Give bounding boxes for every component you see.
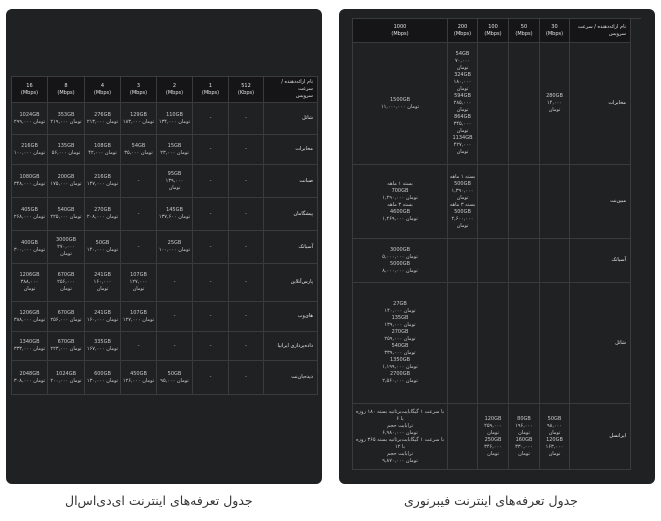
header-cell: 2 (Mbps) (157, 77, 193, 103)
table-cell (509, 165, 540, 239)
table-cell: 540GB ۲۲۵,۰۰۰ تومان (48, 198, 85, 231)
table-cell: 216GB ۱۴۷,۰۰۰ تومان (85, 165, 121, 198)
table-cell: 670GB ۲۲۳,۰۰۰ تومان (48, 332, 85, 361)
table-cell: 27GB ۱۴۰,۰۰۰ تومان 135GB ۱۳۹,۰۰۰ تومان 270GB ۲۵۹,۰۰۰ تومان 540GB ۳۳۹,۰۰۰ تومان 1350GB ۱,۱۹۹,۰۰۰ تومان 2700GB ۲,۵۶۰,۰۰۰ تومان (353, 283, 448, 404)
table-cell: 95GB ۱۳۹,۰۰۰ تومان (157, 165, 193, 198)
adsl-table-caption: جدول تعرفه‌های اینترنت ای‌دی‌اس‌ال (65, 493, 253, 508)
provider-name: داده‌پردازی ایرانیا (264, 332, 318, 361)
provider-header: نام ارائه‌دهنده / سرعت سرویس (570, 19, 631, 43)
table-cell: 54GB ۳۵,۰۰۰ تومان (121, 135, 157, 165)
provider-name: آسیاتک (570, 239, 631, 283)
table-cell: - (121, 332, 157, 361)
table-cell (448, 239, 478, 283)
provider-name: ایرانسل (570, 404, 631, 470)
table-cell: 3000GB ۲۷۰,۰۰۰ تومان (48, 231, 85, 264)
table-cell: 1024GB ۲۰۰,۰۰۰ تومان (48, 361, 85, 395)
provider-name: دیده‌بان‌نت (264, 361, 318, 395)
fiber-tariff-table (352, 18, 641, 470)
table-cell (540, 165, 570, 239)
table-cell: 400GB ۳۰۰,۰۰۰ تومان (12, 231, 48, 264)
table-cell: - (157, 332, 193, 361)
table-cell: - (157, 302, 193, 332)
table-cell (478, 165, 509, 239)
table-cell: 270GB ۲۰۸,۰۰۰ تومان (85, 198, 121, 231)
fiber-table-caption: جدول تعرفه‌های اینترنت فیبرنوری (404, 493, 578, 508)
fiber-tariff-panel (339, 9, 655, 484)
table-cell: - (193, 302, 229, 332)
table-cell (540, 283, 570, 404)
provider-name: مخابرات (264, 135, 318, 165)
table-cell: - (229, 103, 264, 135)
table-cell: - (229, 332, 264, 361)
table-cell: 54GB ۷۰,۰۰۰ تومان 324GB ۱۸۰,۰۰۰ تومان 594GB ۲۸۵,۰۰۰ تومان 864GB ۳۴۵,۰۰۰ تومان 1134GB ۴۲۷,۰۰۰ تومان (448, 43, 478, 165)
table-cell: 129GB ۱۸۳,۰۰۰ تومان (121, 103, 157, 135)
table-cell: 120GB ۲۵۹,۰۰۰ تومان 250GB ۳۴۶,۰۰۰ تومان (478, 404, 509, 470)
table-cell: بسته ۱ ماهه 700GB ۱,۲۹۰,۰۰۰ تومان بسته ۳ ماهه 4600GB ۱,۲۶۹,۰۰۰ تومان (353, 165, 448, 239)
table-cell: 108GB ۴۲,۰۰۰ تومان (85, 135, 121, 165)
table-cell: 1340GB ۳۳۳,۰۰۰ تومان (12, 332, 48, 361)
table-cell: 670GB ۲۵۶,۰۰۰ تومان (48, 302, 85, 332)
table-cell: 1206GB ۳۸۸,۰۰۰ تومان (12, 264, 48, 302)
table-cell: - (229, 198, 264, 231)
table-cell (509, 283, 540, 404)
header-cell: 30 (Mbps) (540, 19, 570, 43)
adsl-tariff-panel (6, 9, 322, 484)
provider-name: های‌وب (264, 302, 318, 332)
table-cell: - (193, 165, 229, 198)
provider-name: مبین‌نت (570, 165, 631, 239)
table-cell: 200GB ۱۷۵,۰۰۰ تومان (48, 165, 85, 198)
table-cell: 107GB ۱۲۷,۰۰۰ تومان (121, 264, 157, 302)
table-cell: - (193, 135, 229, 165)
table-cell: 145GB ۱۳۷,۶۰۰ تومان (157, 198, 193, 231)
table-cell: 1080GB ۳۴۸,۰۰۰ تومان (12, 165, 48, 198)
table-cell: 670GB ۲۵۶,۰۰۰ تومان (48, 264, 85, 302)
table-cell (540, 239, 570, 283)
table-cell (478, 283, 509, 404)
table-cell: 450GB ۱۲۶,۰۰۰ تومان (121, 361, 157, 395)
table-cell: - (193, 264, 229, 302)
header-cell: 1000 (Mbps) (353, 19, 448, 43)
table-cell: 1024GB ۲۹۹,۰۰۰ تومان (12, 103, 48, 135)
table-cell: 241GB ۱۶۰,۰۰۰ تومان (85, 302, 121, 332)
table-cell: 335GB ۱۶۷,۰۰۰ تومان (85, 332, 121, 361)
header-cell: 100 (Mbps) (478, 19, 509, 43)
table-cell (478, 43, 509, 165)
table-cell: 50GB ۱۴۰,۰۰۰ تومان (85, 231, 121, 264)
provider-name: مخابرات (570, 43, 631, 165)
table-cell: 276GB ۲۱۳,۰۰۰ تومان (85, 103, 121, 135)
table-cell (509, 239, 540, 283)
provider-name: پارس‌آنلاین (264, 264, 318, 302)
header-cell: 1 (Mbps) (193, 77, 229, 103)
table-cell: - (193, 361, 229, 395)
provider-name: پیشگامان (264, 198, 318, 231)
provider-header: نام ارائه‌دهنده / سرعت سرویس (264, 77, 318, 103)
table-cell: 110GB ۱۳۴,۰۰۰ تومان (157, 103, 193, 135)
header-cell: 3 (Mbps) (121, 77, 157, 103)
table-cell (478, 239, 509, 283)
table-cell: - (193, 231, 229, 264)
table-cell: - (121, 231, 157, 264)
table-cell: بسته ۱ ماهه 500GB ۱,۳۹۰,۰۰۰ تومان بسته ۳ ماهه 500GB ۲,۶۰۰,۰۰۰ تومان (448, 165, 478, 239)
table-cell: 50GB ۹۸,۰۰۰ تومان 120GB ۱۶۳,۰۰۰ تومان (540, 404, 570, 470)
provider-name: صبانت (264, 165, 318, 198)
table-cell: 600GB ۱۳۰,۰۰۰ تومان (85, 361, 121, 395)
table-cell: - (229, 264, 264, 302)
table-cell: با سرعت ۱ گیگابایت‌برثانیه بسته ۱۸۰ روزه با ۶ ترابایت حجم ۶,۹۸۰,۰۰۰ تومان با سرعت ۱ گیگابایت‌برثانیه بسته ۳۶۵ روزه با ۱۲ ترابایت حجم ۹,۸۷۰,۰۰۰ تومان (353, 404, 448, 470)
header-cell: 8 (Mbps) (48, 77, 85, 103)
table-cell: - (121, 198, 157, 231)
table-cell: 2048GB ۳۰۸,۰۰۰ تومان (12, 361, 48, 395)
table-cell: 80GB ۱۹۶,۰۰۰ تومان 160GB ۳۳۰,۰۰۰ تومان (509, 404, 540, 470)
table-cell: 15GB ۲۳,۰۰۰ تومان (157, 135, 193, 165)
table-cell: 25GB ۱۰۰,۰۰۰ تومان (157, 231, 193, 264)
table-cell: 405GB ۲۶۸,۰۰۰ تومان (12, 198, 48, 231)
table-cell: - (193, 332, 229, 361)
table-cell (448, 404, 478, 470)
table-cell: 216GB ۱۰۰,۰۰۰ تومان (12, 135, 48, 165)
table-cell: - (229, 165, 264, 198)
header-cell: 4 (Mbps) (85, 77, 121, 103)
table-cell: - (229, 135, 264, 165)
table-cell: - (157, 264, 193, 302)
header-cell: 16 (Mbps) (12, 77, 48, 103)
table-cell: 50GB ۹۵,۰۰۰ تومان (157, 361, 193, 395)
table-cell: - (193, 198, 229, 231)
provider-name: شاتل (264, 103, 318, 135)
table-cell: 241GB ۱۶۰,۰۰۰ تومان (85, 264, 121, 302)
provider-name: شاتل (570, 283, 631, 404)
table-cell: - (121, 165, 157, 198)
table-cell: 280GB ۱۴,۰۰۰ تومان (540, 43, 570, 165)
table-cell: - (229, 361, 264, 395)
header-cell: 50 (Mbps) (509, 19, 540, 43)
table-cell: - (229, 231, 264, 264)
table-cell: - (229, 302, 264, 332)
table-cell: 1500GB ۱۱,۰۰۰,۰۰۰ تومان (353, 43, 448, 165)
provider-name: آسیاتک (264, 231, 318, 264)
table-cell (448, 283, 478, 404)
adsl-tariff-table (11, 76, 318, 395)
table-cell: 1206GB ۳۸۸,۰۰۰ تومان (12, 302, 48, 332)
table-cell: 135GB ۵۶,۰۰۰ تومان (48, 135, 85, 165)
table-cell: 107GB ۱۲۷,۰۰۰ تومان (121, 302, 157, 332)
table-cell: 3000GB ۵,۰۰۰,۰۰۰ تومان 5000GB ۸,۰۰۰,۰۰۰ تومان (353, 239, 448, 283)
table-cell (509, 43, 540, 165)
header-cell: 512 (Kbps) (229, 77, 264, 103)
table-cell: 353GB ۲۱۹,۰۰۰ تومان (48, 103, 85, 135)
header-cell: 200 (Mbps) (448, 19, 478, 43)
table-cell: - (193, 103, 229, 135)
